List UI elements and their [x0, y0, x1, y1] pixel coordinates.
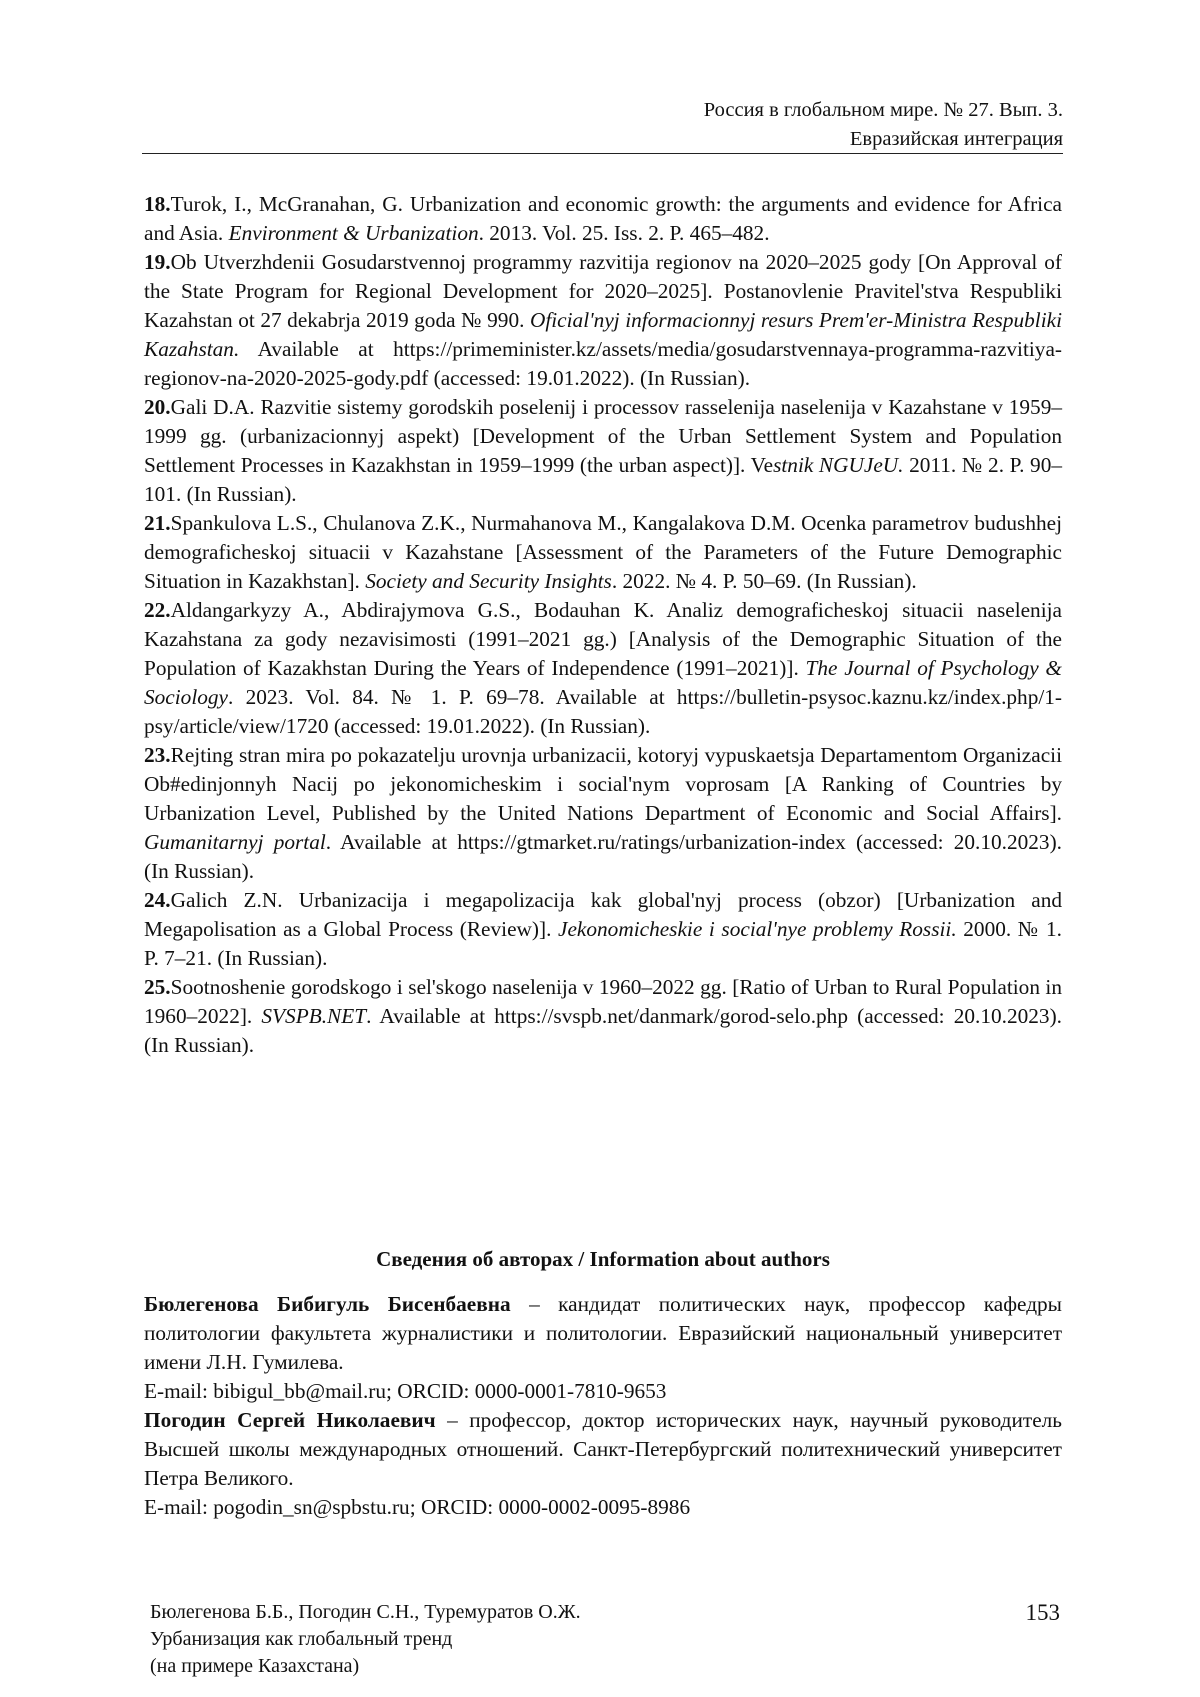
reference-text: . Available at https://gtmarket.ru/ratings/urbanization-index (accessed: 20.10.2023). (In Russian). [144, 830, 1062, 883]
running-header-journal: Россия в глобальном мире. № 27. Вып. 3. [703, 99, 1063, 121]
reference-number: 25. [144, 975, 171, 999]
footer-authors: Бюлегенова Б.Б., Погодин С.Н., Туремуратов О.Ж. [150, 1601, 581, 1623]
reference-list [144, 190, 1062, 1060]
reference-text: Gali D.A. Razvitie sistemy gorodskih poselenij i processov rasselenija naselenija v Kazahstane v 1959–1999 gg. (urbanizacionnyj aspekt) [Development of the Urban Settlement System and Population Settlement Processes in Kazakhstan in 1959–1999 (the urban aspect)]. Ve [144, 395, 1062, 477]
reference-item [144, 509, 1062, 596]
author-description: – профессор, доктор исторических наук, научный руководитель Высшей школы международных отношений. Санкт-Петербургский политехнический университет Петра Великого. [144, 1408, 1062, 1490]
reference-text: Ob Utverzhdenii Gosudarstvennoj programmy razvitija regionov na 2020–2025 gody [On Approval of the State Program for Regional Development for 2020–2025]. Postanovlenie Pravitel'stva Respubliki Kazahstan ot 27 dekabrja 2019 goda № 990. [144, 250, 1062, 332]
reference-text: . 2022. № 4. P. 50–69. (In Russian). [611, 569, 917, 593]
author-contact: E-mail: pogodin_sn@spbstu.ru; ORCID: 0000-0002-0095-8986 [144, 1495, 691, 1519]
reference-text: Rejting stran mira po pokazatelju urovnja urbanizacii, kotoryj vypuskaetsja Departamentom Organizacii Ob#edinjonnyh Nacij po jekonomicheskim i social'nym voprosam [A Ranking of Countries by Urbanization Level, Published by the United Nations Department of Economic and Social Affairs]. [144, 743, 1062, 825]
reference-source-title: Oficial'nyj informacionnyj resurs Prem'er-Ministra Respubliki Kazahstan. [144, 308, 1062, 361]
reference-source-title: Jekonomicheskie i social'nye problemy Rossii. [558, 917, 957, 941]
reference-source-title: The Journal of Psychology & Sociology [144, 656, 1062, 709]
reference-item [144, 886, 1062, 973]
reference-text: 2000. № 1. P. 7–21. (In Russian). [144, 917, 1062, 970]
reference-item [144, 190, 1062, 248]
author-name: Бюлегенова Бибигуль Бисенбаевна [144, 1292, 511, 1316]
reference-item [144, 973, 1062, 1060]
authors-section [144, 1290, 1062, 1522]
author-description: – кандидат политических наук, профессор кафедры политологии факультета журналистики и политологии. Евразийский национальный университет имени Л.Н. Гумилева. [144, 1292, 1062, 1374]
running-footer [150, 1599, 770, 1680]
reference-number: 20. [144, 395, 171, 419]
author-entry [144, 1290, 1062, 1377]
reference-text: Aldangarkyzy A., Abdirajymova G.S., Bodauhan K. Analiz demograficheskoj situacii naselenija Kazahstana za gody nezavisimosti (1991–2021 gg.) [Analysis of the Demographic Situation of the Population of Kazakhstan During the Years of Independence (1991–2021)]. [144, 598, 1062, 680]
reference-text: Available at https://primeminister.kz/assets/media/gosudarstvennaya-programma-razvitiya-regionov-na-2020-2025-gody.pdf (accessed: 19.01.2022). (In Russian). [144, 337, 1062, 390]
author-name: Погодин Сергей Николаевич [144, 1408, 436, 1432]
reference-number: 22. [144, 598, 171, 622]
reference-text: . Available at https://svspb.net/danmark/gorod-selo.php (accessed: 20.10.2023). (In Russian). [144, 1004, 1062, 1057]
reference-item [144, 596, 1062, 741]
reference-source-title: Gumanitarnyj portal [144, 830, 326, 854]
authors-heading: Сведения об авторах / Information about authors [376, 1247, 830, 1271]
running-header-section: Евразийская интеграция [849, 128, 1063, 150]
reference-source-title: Environment & Urbanization [228, 221, 479, 245]
reference-item [144, 393, 1062, 509]
reference-text: . 2013. Vol. 25. Iss. 2. P. 465–482. [478, 221, 770, 245]
footer-title-line-2: (на примере Казахстана) [150, 1655, 360, 1677]
reference-text: Turok, I., McGranahan, G. Urbanization and economic growth: the arguments and evidence for Africa and Asia. [144, 192, 1062, 245]
reference-text: 2011. № 2. P. 90–101. (In Russian). [144, 453, 1062, 506]
header-divider [142, 153, 1063, 154]
author-contact: E-mail: bibigul_bb@mail.ru; ORCID: 0000-0001-7810-9653 [144, 1379, 667, 1403]
page-number: 153 [1025, 1600, 1060, 1625]
reference-item [144, 248, 1062, 393]
reference-text: . 2023. Vol. 84. № 1. P. 69–78. Available at https://bulletin-psysoc.kaznu.kz/index.php/1-psy/article/view/1720 (accessed: 19.01.2022). (In Russian). [144, 685, 1062, 738]
footer-title-line-1: Урбанизация как глобальный тренд [150, 1628, 453, 1650]
reference-source-title: SVSPB.NET [261, 1004, 367, 1028]
reference-source-title: stnik NGUJeU. [773, 453, 904, 477]
reference-number: 19. [144, 250, 171, 274]
reference-text: Sootnoshenie gorodskogo i sel'skogo naselenija v 1960–2022 gg. [Ratio of Urban to Rural Population in 1960–2022]. [144, 975, 1062, 1028]
running-header [142, 96, 1063, 154]
reference-item [144, 741, 1062, 886]
reference-number: 18. [144, 192, 171, 216]
reference-number: 24. [144, 888, 171, 912]
reference-text: Spankulova L.S., Chulanova Z.K., Nurmahanova M., Kangalakova D.M. Ocenka parametrov budushhej demograficheskoj situacii v Kazahstane [Assessment of the Parameters of the Future Demographic Situation in Kazakhstan]. [144, 511, 1062, 593]
author-entry [144, 1406, 1062, 1493]
reference-number: 23. [144, 743, 171, 767]
reference-number: 21. [144, 511, 171, 535]
reference-text: Galich Z.N. Urbanizacija i megapolizacija kak global'nyj process (obzor) [Urbanization and Megapolisation as a Global Process (Review)]. [144, 888, 1062, 941]
reference-source-title: Society and Security Insights [365, 569, 612, 593]
